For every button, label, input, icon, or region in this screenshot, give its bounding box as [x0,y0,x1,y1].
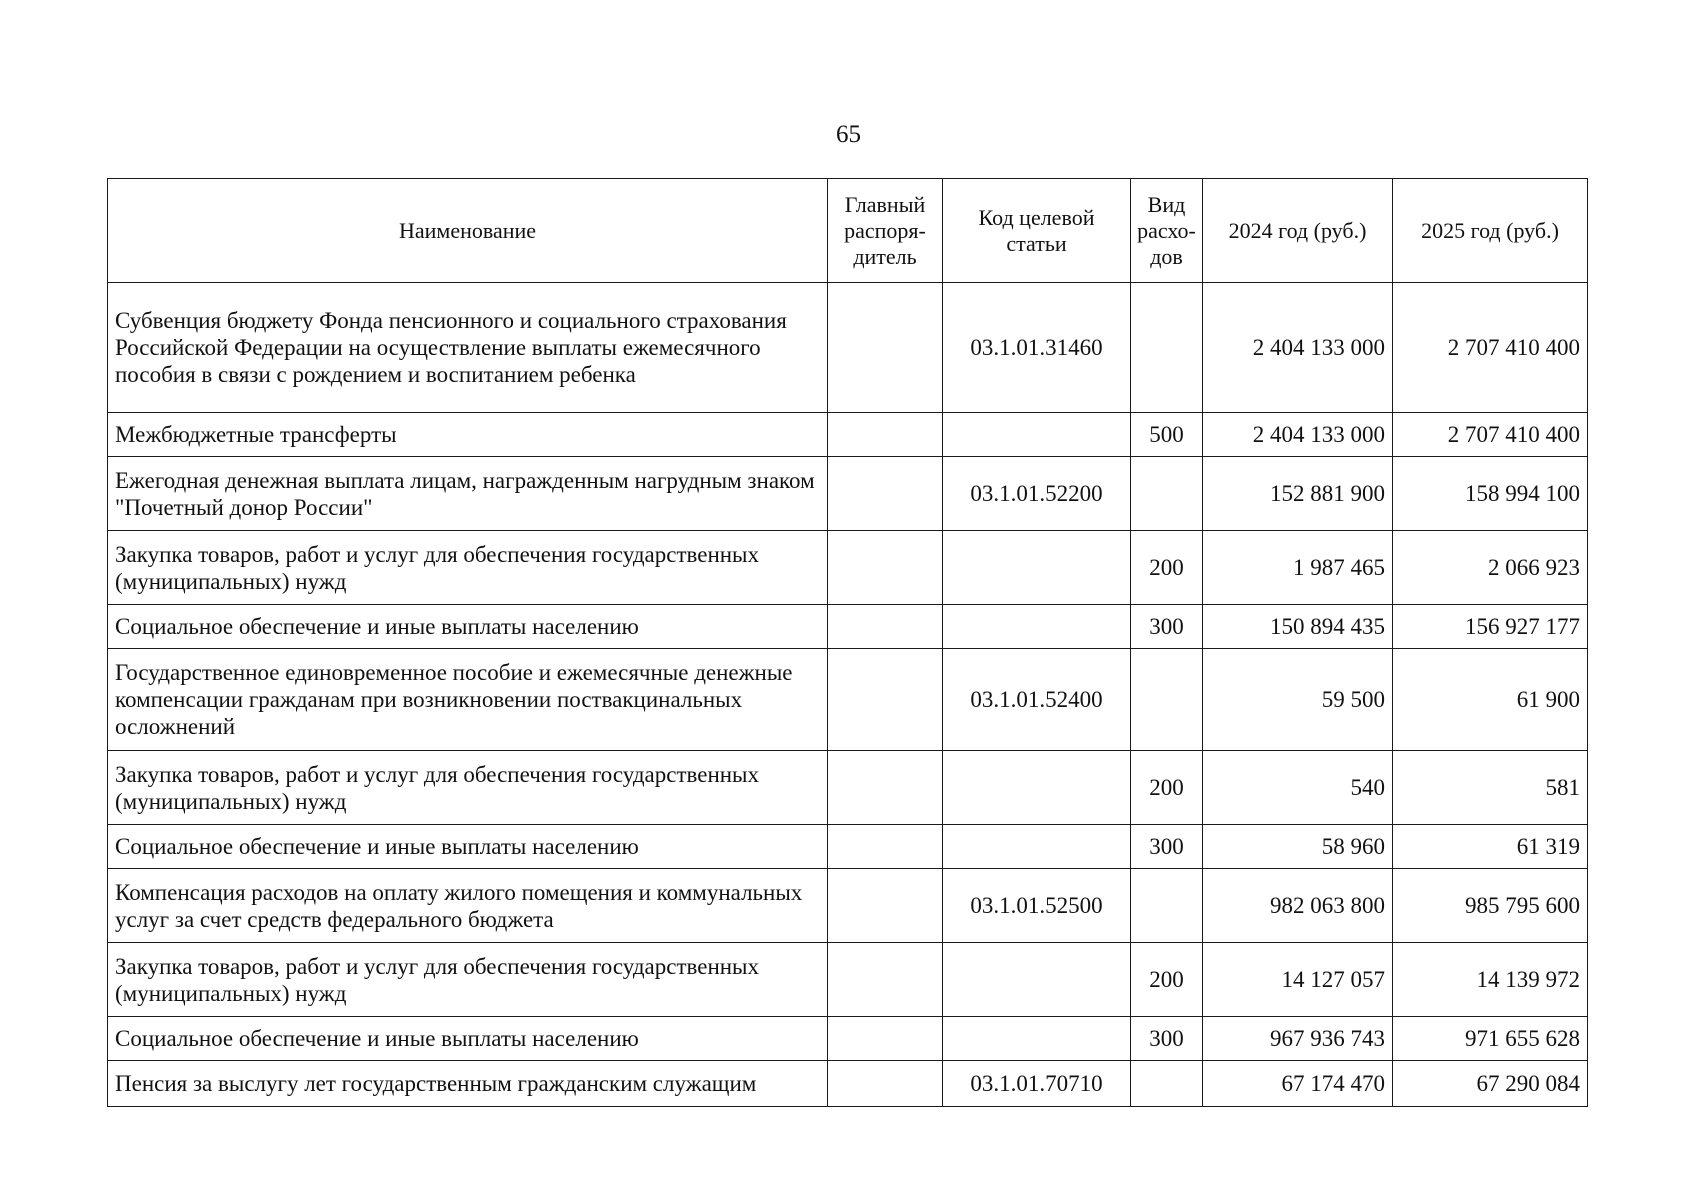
cell-name: Межбюджетные трансферты [108,413,828,457]
cell-name: Компенсация расходов на оплату жилого помещения и коммунальных услуг за счет средств федерального бюджета [108,869,828,943]
cell-y2025: 2 707 410 400 [1393,413,1588,457]
table-row [108,649,1588,751]
cell-code [943,605,1131,649]
cell-code: 03.1.01.70710 [943,1061,1131,1107]
cell-kind [1131,649,1203,751]
cell-manager [828,413,943,457]
cell-manager [828,605,943,649]
cell-y2024: 67 174 470 [1203,1061,1393,1107]
table-row [108,413,1588,457]
cell-y2025: 158 994 100 [1393,457,1588,531]
cell-manager [828,649,943,751]
cell-y2025: 156 927 177 [1393,605,1588,649]
cell-manager [828,531,943,605]
cell-y2025: 985 795 600 [1393,869,1588,943]
cell-code [943,413,1131,457]
cell-manager [828,457,943,531]
cell-y2025: 581 [1393,751,1588,825]
cell-code [943,825,1131,869]
cell-code: 03.1.01.52500 [943,869,1131,943]
cell-name: Ежегодная денежная выплата лицам, награжденным нагрудным знаком "Почетный донор России" [108,457,828,531]
cell-y2025: 2 707 410 400 [1393,283,1588,413]
cell-y2025: 2 066 923 [1393,531,1588,605]
cell-name: Социальное обеспечение и иные выплаты населению [108,1017,828,1061]
cell-manager [828,825,943,869]
table-row [108,457,1588,531]
cell-manager [828,751,943,825]
cell-y2025: 61 900 [1393,649,1588,751]
cell-y2024: 14 127 057 [1203,943,1393,1017]
cell-y2024: 2 404 133 000 [1203,283,1393,413]
cell-kind: 200 [1131,531,1203,605]
table-row [108,869,1588,943]
table-row [108,1017,1588,1061]
cell-name: Закупка товаров, работ и услуг для обеспечения государственных (муниципальных) нужд [108,943,828,1017]
cell-kind [1131,283,1203,413]
cell-code [943,751,1131,825]
cell-kind: 500 [1131,413,1203,457]
cell-name: Закупка товаров, работ и услуг для обеспечения государственных (муниципальных) нужд [108,751,828,825]
table-row [108,1061,1588,1107]
cell-name: Социальное обеспечение и иные выплаты населению [108,605,828,649]
table-row [108,751,1588,825]
cell-y2025: 67 290 084 [1393,1061,1588,1107]
cell-manager [828,283,943,413]
cell-kind: 300 [1131,1017,1203,1061]
cell-y2024: 982 063 800 [1203,869,1393,943]
cell-y2024: 1 987 465 [1203,531,1393,605]
table-body [108,283,1588,1107]
cell-manager [828,943,943,1017]
table-row [108,605,1588,649]
table-header-row [108,179,1588,283]
table-row [108,943,1588,1017]
cell-kind: 200 [1131,943,1203,1017]
cell-y2025: 971 655 628 [1393,1017,1588,1061]
column-header-kind: Вид расхо-дов [1131,179,1203,283]
cell-y2024: 58 960 [1203,825,1393,869]
cell-code: 03.1.01.31460 [943,283,1131,413]
table-row [108,283,1588,413]
cell-name: Социальное обеспечение и иные выплаты населению [108,825,828,869]
cell-kind [1131,1061,1203,1107]
cell-name: Закупка товаров, работ и услуг для обеспечения государственных (муниципальных) нужд [108,531,828,605]
cell-y2024: 59 500 [1203,649,1393,751]
cell-manager [828,1061,943,1107]
cell-y2024: 540 [1203,751,1393,825]
cell-code: 03.1.01.52400 [943,649,1131,751]
cell-code [943,531,1131,605]
cell-y2024: 967 936 743 [1203,1017,1393,1061]
cell-y2024: 150 894 435 [1203,605,1393,649]
cell-y2024: 2 404 133 000 [1203,413,1393,457]
page-number: 65 [836,121,861,148]
cell-kind: 300 [1131,605,1203,649]
column-header-2024: 2024 год (руб.) [1203,179,1393,283]
column-header-2025: 2025 год (руб.) [1393,179,1588,283]
cell-name: Государственное единовременное пособие и ежемесячные денежные компенсации гражданам при возникновении поствакцинальных осложнений [108,649,828,751]
column-header-name: Наименование [108,179,828,283]
table-row [108,531,1588,605]
cell-code [943,943,1131,1017]
cell-manager [828,1017,943,1061]
cell-code [943,1017,1131,1061]
table-row [108,825,1588,869]
cell-kind: 200 [1131,751,1203,825]
cell-y2024: 152 881 900 [1203,457,1393,531]
cell-y2025: 14 139 972 [1393,943,1588,1017]
budget-table [107,178,1588,1107]
column-header-manager: Главный распоря-дитель [828,179,943,283]
cell-kind [1131,457,1203,531]
column-header-code: Код целевой статьи [943,179,1131,283]
cell-code: 03.1.01.52200 [943,457,1131,531]
cell-y2025: 61 319 [1393,825,1588,869]
cell-kind: 300 [1131,825,1203,869]
cell-name: Субвенция бюджету Фонда пенсионного и социального страхования Российской Федерации на осуществление выплаты ежемесячного пособия в связи с рождением и воспитанием ребенка [108,283,828,413]
cell-name: Пенсия за выслугу лет государственным гражданским служащим [108,1061,828,1107]
cell-kind [1131,869,1203,943]
cell-manager [828,869,943,943]
